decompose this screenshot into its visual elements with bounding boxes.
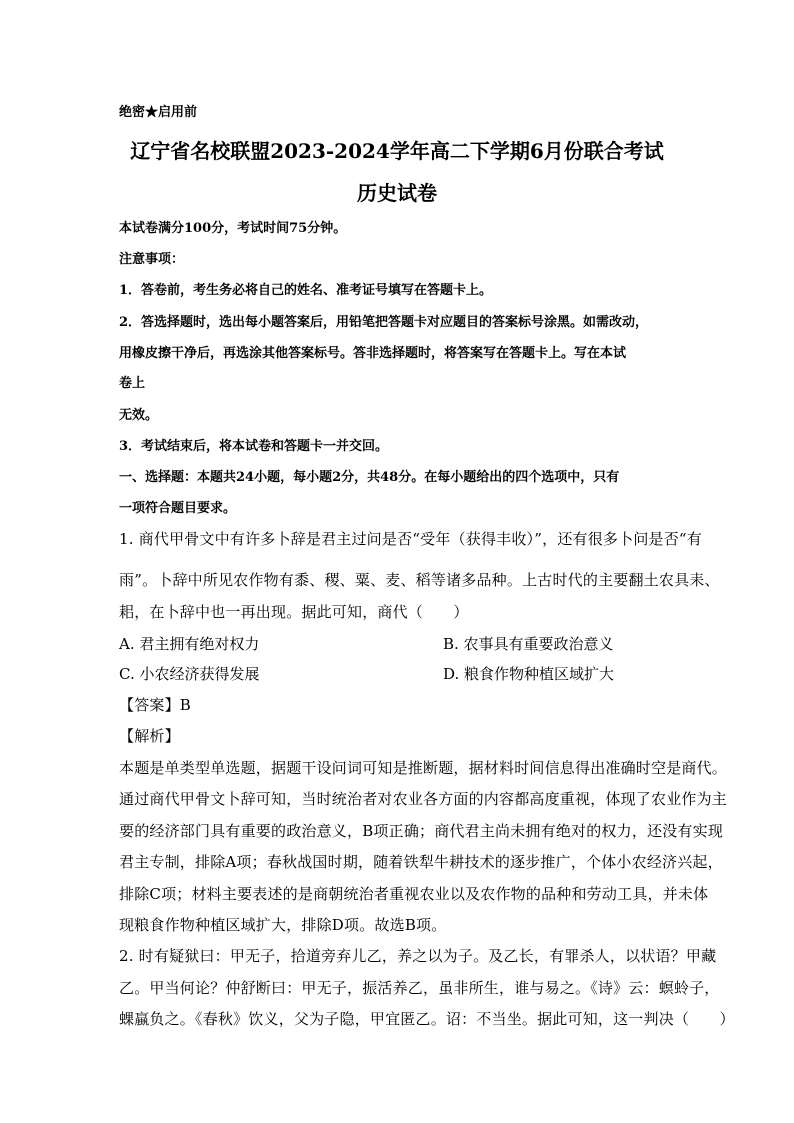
note-3: 3．考试结束后，将本试卷和答题卡一并交回。 <box>119 439 389 454</box>
q1-analysis-title: 【解析】 <box>119 727 180 745</box>
note-2-line-4: 无效。 <box>119 408 159 423</box>
q1-analysis-line-2: 通过商代甲骨文卜辞可知，当时统治者对农业各方面的内容都高度重视，体现了农业作为主 <box>119 790 728 808</box>
note-2-line-2: 用橡皮擦干净后，再选涂其他答案标号。答非选择题时，将答案写在答题卡上。写在本试 <box>119 346 627 361</box>
q1-option-a: A. 君主拥有绝对权力 <box>119 635 260 653</box>
q1-option-c: C. 小农经济获得发展 <box>119 665 260 683</box>
q1-analysis-line-3: 要的经济部门具有重要的政治意义，B项正确；商代君主尚未拥有绝对的权力，还没有实现 <box>119 822 724 840</box>
section-heading-line-1: 一、选择题：本题共24小题，每小题2分，共48分。在每小题给出的四个选项中，只有 <box>119 470 620 485</box>
q2-stem-line-1: 2. 时有疑狱曰：甲无子，拾道旁弃儿乙，养之以为子。及乙长，有罪杀人，以状语？甲藏 <box>119 947 717 965</box>
q1-option-b: B. 农事具有重要政治意义 <box>443 635 614 653</box>
q2-stem-line-3: 蜾蠃负之。《春秋》饮义，父为子隐，甲宜匿乙。诏：不当坐。据此可知，这一判决（ ） <box>119 1010 735 1028</box>
q1-analysis-line-5: 排除C项；材料主要表述的是商朝统治者重视农业以及农作物的品种和劳动工具，并未体 <box>119 885 709 903</box>
note-2-line-3: 卷上 <box>119 376 146 391</box>
exam-title: 辽宁省名校联盟2023-2024学年高二下学期6月份联合考试 <box>130 139 664 163</box>
note-1: 1．答卷前，考生务必将自己的姓名、准考证号填写在答题卡上。 <box>119 283 493 298</box>
section-heading-line-2: 一项符合题目要求。 <box>119 501 237 516</box>
q1-option-d: D. 粮食作物种植区域扩大 <box>443 665 615 683</box>
q1-analysis-line-4: 君主专制，排除A项；春秋战国时期，随着铁犁牛耕技术的逐步推广，个体小农经济兴起， <box>119 853 723 871</box>
q1-answer: 【答案】B <box>119 696 192 714</box>
q1-stem-line-2: 雨”。卜辞中所见农作物有黍、稷、粟、麦、稻等诸多品种。上古时代的主要翻土农具耒、 <box>119 571 720 589</box>
q1-stem-line-3: 耜，在卜辞中也一再出现。据此可知，商代（ ） <box>119 603 469 621</box>
score-time: 本试卷满分100分，考试时间75分钟。 <box>119 221 347 236</box>
exam-subtitle: 历史试卷 <box>357 181 437 205</box>
q1-stem-line-1: 1. 商代甲骨文中有许多卜辞是君主过问是否“受年（获得丰收）”，还有很多卜问是否“有 <box>119 530 702 548</box>
note-2-line-1: 2．答选择题时，选出每小题答案后，用铅笔把答题卡对应题目的答案标号涂黑。如需改动， <box>119 315 649 330</box>
secret-label: 绝密★启用前 <box>119 105 198 120</box>
q2-stem-line-2: 乙。甲当何论？仲舒断曰：甲无子，振活养乙，虽非所生，谁与易之。《诗》云：螟蛉子， <box>119 979 720 997</box>
notes-title: 注意事项： <box>119 252 185 267</box>
q1-analysis-line-1: 本题是单类型单选题，据题干设问词可知是推断题，据材料时间信息得出准确时空是商代。 <box>119 759 728 777</box>
q1-analysis-line-6: 现粮食作物种植区域扩大，排除D项。故选B项。 <box>119 916 447 934</box>
